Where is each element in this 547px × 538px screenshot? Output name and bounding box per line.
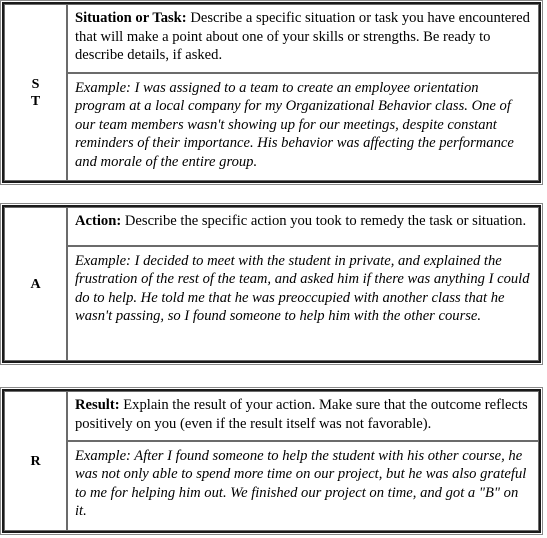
description-row xyxy=(4,391,539,441)
example-row xyxy=(4,441,539,531)
description-row xyxy=(4,207,539,246)
situation-task-table xyxy=(2,2,541,183)
section-heading: Result: xyxy=(75,397,120,413)
description-cell xyxy=(67,391,539,441)
letter-cell-r xyxy=(4,391,67,531)
example-text: Example: After I found someone to help the student with his other course, he was not only able to spend more time on our project, but he was also grateful to me for helping him out. We finished our project on time, and got a "B" on it. xyxy=(67,441,539,531)
letter-cell-st xyxy=(4,4,67,181)
description-cell xyxy=(67,4,539,73)
section-description: Describe the specific action you took to remedy the task or situation. xyxy=(124,213,527,229)
example-row xyxy=(4,246,539,361)
letter-a: A xyxy=(30,276,41,292)
result-table xyxy=(2,389,541,533)
example-text: Example: I was assigned to a team to create an employee orientation program at a local company for my Organizational Behavior class. One of our team members wasn't showing up for our meetings, despite constant reminders of their importance. His behavior was affecting the performance and morale of the entire group. xyxy=(67,73,539,181)
description-cell xyxy=(67,207,539,246)
description-row xyxy=(4,4,539,73)
section-description: Describe a specific situation or task you have encountered that will make a point about one of your skills or strengths. Be ready to describe details, if asked. xyxy=(75,10,530,63)
letter-cell-a xyxy=(4,207,67,361)
action-table xyxy=(2,205,541,363)
section-heading: Action: xyxy=(75,213,122,229)
example-text: Example: I decided to meet with the student in private, and explained the frustration of the rest of the team, and asked him if there was anything I could do to help. He told me that he was preoccupied with another class that he wasn't passing, so I found someone to help him with the other course. xyxy=(67,246,539,361)
section-heading: Situation or Task: xyxy=(75,10,187,26)
letter-t: T xyxy=(30,93,41,109)
letter-r: R xyxy=(30,453,41,469)
example-row xyxy=(4,73,539,181)
section-description: Explain the result of your action. Make sure that the outcome reflects positively on you (even if the result itself was not favorable). xyxy=(75,397,528,432)
letter-s: S xyxy=(31,76,40,92)
